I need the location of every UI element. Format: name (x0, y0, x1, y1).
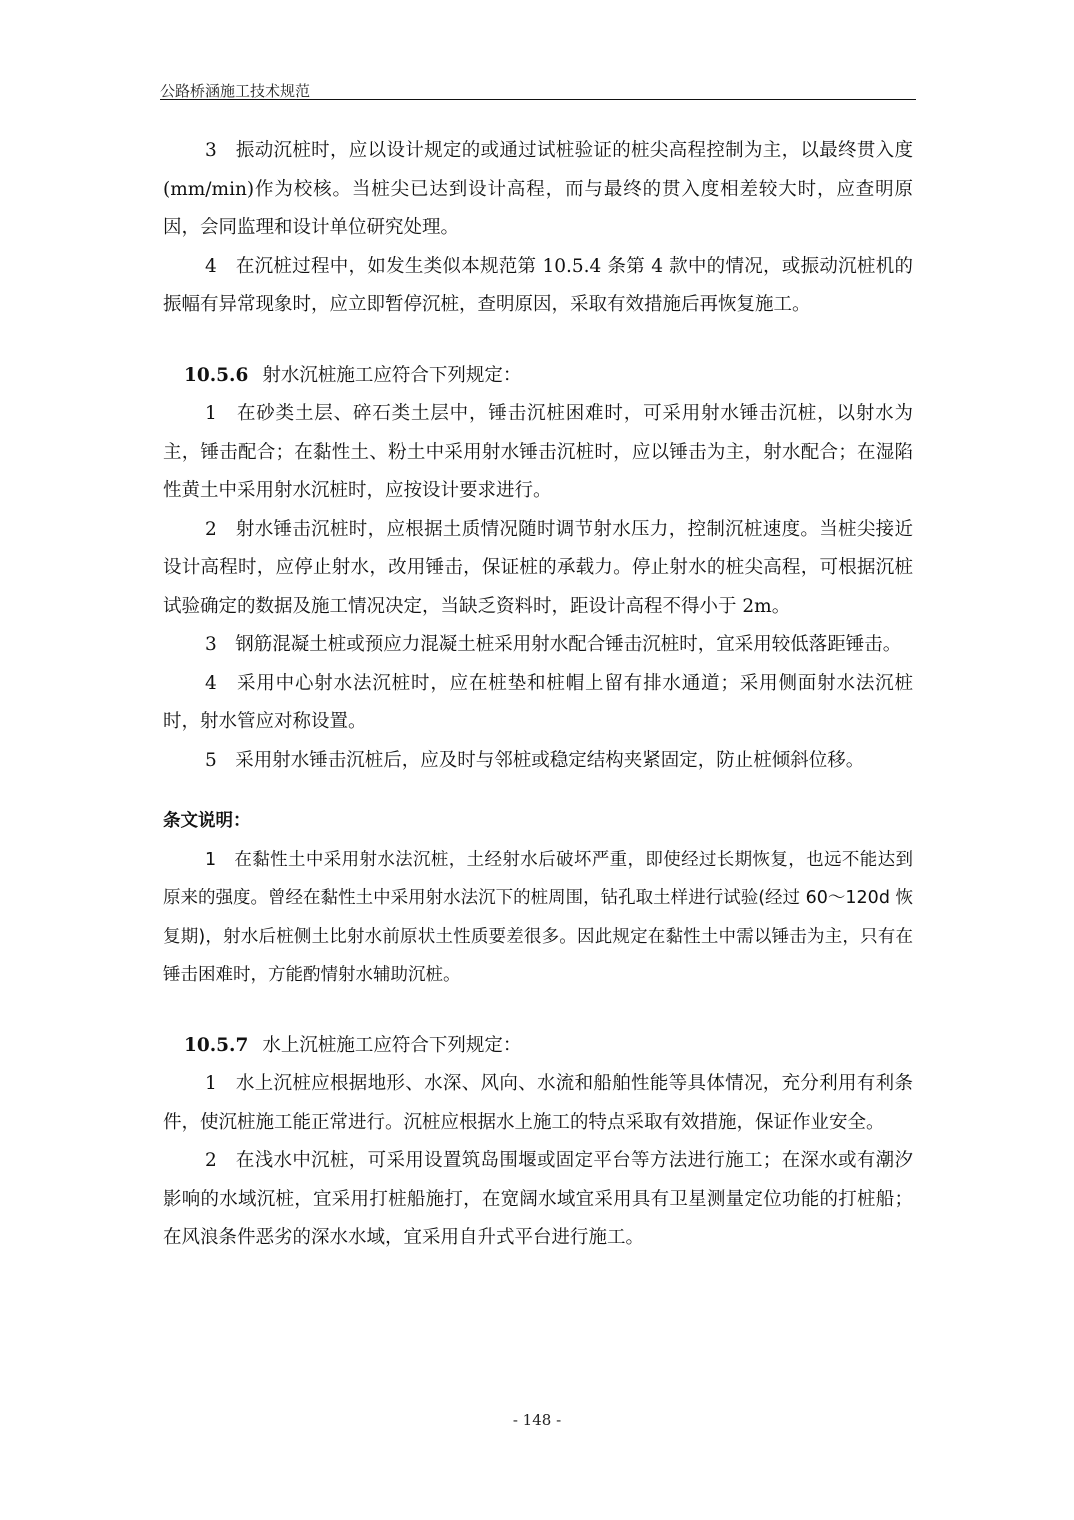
header-rule (160, 99, 916, 100)
paragraph-10-5-6-item-3: 3 钢筋混凝土桩或预应力混凝土桩采用射水配合锤击沉桩时，宜采用较低落距锤击。 (205, 634, 902, 655)
clause-title: 射水沉桩施工应符合下列规定： (262, 364, 522, 386)
paragraph-10-5-7-item-2: 2 在浅水中沉桩，可采用设置筑岛围堰或固定平台等方法进行施工；在深水或有潮汐影响的水域沉桩，宜采用打桩船施打，在宽阔水域宜采用具有卫星测量定位功能的打桩船；在风浪条件恶劣的深水水域，宜采用自升式平台进行施工。 (163, 1150, 913, 1248)
page-number: - 148 - (512, 1411, 562, 1429)
clause-heading-10-5-7 (163, 1027, 913, 1066)
clause-title: 水上沉桩施工应符合下列规定： (262, 1034, 522, 1056)
section-gap (163, 325, 913, 357)
paragraph-10-5-5-item-4: 4 在沉桩过程中，如发生类似本规范第 10.5.4 条第 4 款中的情况，或振动沉桩机的振幅有异常现象时，应立即暂停沉桩，查明原因，采取有效措施后再恢复施工。 (163, 255, 913, 315)
paragraph-10-5-5-item-3: 3 振动沉桩时，应以设计规定的或通过试桩验证的桩尖高程控制为主，以最终贯入度(mm/min)作为校核。当桩尖已达到设计高程，而与最终的贯入度相差较大时，应查明原因，会同监理和设计单位研究处理。 (163, 140, 913, 238)
paragraph-10-5-6-item-1: 1 在砂类土层、碎石类土层中，锤击沉桩困难时，可采用射水锤击沉桩，以射水为主，锤击配合；在黏性土、粉土中采用射水锤击沉桩时，应以锤击为主，射水配合；在湿陷性黄土中采用射水沉桩时，应按设计要求进行。 (163, 403, 913, 501)
commentary-paragraph-1: 1 在黏性土中采用射水法沉桩，土经射水后破坏严重，即使经过长期恢复，也远不能达到原来的强度。曾经在黏性土中采用射水法沉下的桩周围，钻孔取土样进行试验(经过 60～120d 恢复期)，射水后桩侧土比射水前原状土性质要差很多。因此规定在黏性土中需以锤击为主，只有在锤击困难时，方能酌情射水辅助沉桩。 (163, 849, 913, 985)
paragraph-10-5-7-item-1: 1 水上沉桩应根据地形、水深、风向、水流和船舶性能等具体情况，充分利用有利条件，使沉桩施工能正常进行。沉桩应根据水上施工的特点采取有效措施，保证作业安全。 (163, 1073, 913, 1133)
paragraph-10-5-6-item-5: 5 采用射水锤击沉桩后，应及时与邻桩或稳定结构夹紧固定，防止桩倾斜位移。 (205, 749, 865, 771)
section-gap (163, 780, 913, 802)
section-gap (163, 995, 913, 1027)
running-header: 公路桥涵施工技术规范 (160, 82, 311, 100)
page-body (163, 132, 913, 1258)
paragraph-10-5-6-item-4: 4 采用中心射水法沉桩时，应在桩垫和桩帽上留有排水通道；采用侧面射水法沉桩时，射水管应对称设置。 (163, 672, 913, 732)
clause-heading-10-5-6 (163, 357, 913, 396)
paragraph-10-5-6-item-2: 2 射水锤击沉桩时，应根据土质情况随时调节射水压力，控制沉桩速度。当桩尖接近设计高程时，应停止射水，改用锤击，保证桩的承载力。停止射水的桩尖高程，可根据沉桩试验确定的数据及施工情况决定，当缺乏资料时，距设计高程不得小于 2m。 (163, 518, 913, 617)
commentary-title: 条文说明： (163, 811, 251, 831)
clause-number: 10.5.6 (184, 364, 249, 386)
clause-number: 10.5.7 (184, 1034, 249, 1056)
